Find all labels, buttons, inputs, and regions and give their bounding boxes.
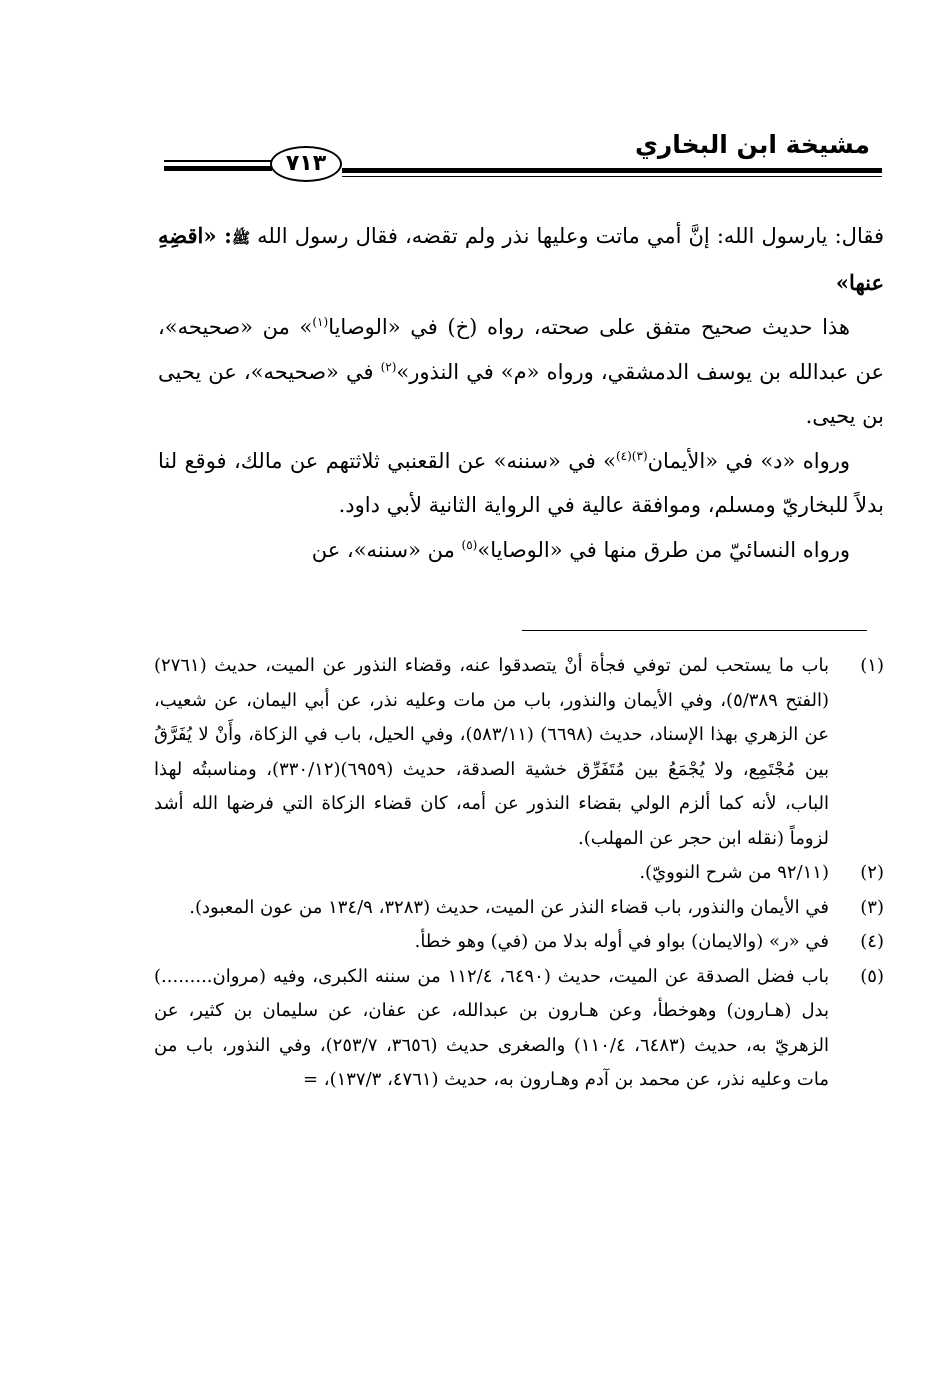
footnote-text: في «ر» (والايمان) بواو في أوله بدلا من (في) وهو خطأ. bbox=[414, 931, 829, 952]
page-number: ٧١٣ bbox=[270, 146, 342, 182]
footnote-2 bbox=[154, 856, 884, 891]
footnote-separator bbox=[522, 630, 867, 631]
salutation-seal: ﷺ bbox=[231, 229, 251, 247]
footnote-4 bbox=[154, 925, 884, 960]
header-left-rule bbox=[164, 160, 272, 162]
hadith-quote: : «اقضِهِ عنها» bbox=[158, 223, 884, 295]
header-rule-thin bbox=[342, 176, 882, 177]
footnote-number: (٥) bbox=[860, 965, 884, 987]
footnote-text: في الأيمان والنذور، باب قضاء النذر عن الميت، حديث (٣٢٨٣، ١٣٤/٩ من عون المعبود). bbox=[189, 896, 829, 918]
footnote-number: (١) bbox=[860, 655, 884, 676]
footnote-text: (٩٢/١١ من شرح النوويّ). bbox=[639, 862, 829, 883]
running-title: مشيخة ابن البخاري bbox=[634, 130, 870, 159]
footnote-5 bbox=[154, 960, 884, 1098]
footnote-number: (٣) bbox=[860, 896, 884, 918]
footnote-number: (٢) bbox=[860, 862, 884, 883]
footnotes bbox=[154, 649, 884, 1098]
footnote-text: باب ما يستحب لمن توفي فجأة أنْ يتصدقوا عنه، وقضاء النذور عن الميت، حديث (٢٧٦١) (الفتح ٥/٣٨٩)، وفي الأيمان والنذور، باب من مات وعليه نذر، عن أبي اليمان، عن شعيب، عن الزهري بهذا الإسناد، حديث (٦٦٩٨) (٥٨٣/١١)، وفي الحيل، باب في الزكاة، وأَنْ لا يُفَرَّقُ بين مُجْتَمِع، ولا يُجْمَعُ بين مُتَفَرِّق خشية الصدقة، حديث (٦٩٥٩)(٣٣٠/١٢)، ومناسبتُه لهذا الباب، لأنه كما ألزم الولي بقضاء النذور عن أمه، كان قضاء الزكاة التي فرضها الله أشد لزوماً (نقله ابن حجر عن المهلب). bbox=[154, 655, 830, 849]
footnote-number: (٤) bbox=[860, 931, 884, 952]
paragraph-1: فقال: يارسول الله: إنَّ أمي ماتت وعليها نذر ولم تقضه، فقال رسول الله ﷺ: «اقضِهِ عنها» bbox=[158, 223, 885, 295]
footnote-text: باب فضل الصدقة عن الميت، حديث (٦٤٩٠، ١١٢/٤ من سننه الكبرى، وفيه (مروان.........) بدل (هـارون) وهوخطأ، وعن هـارون بن عبدالله، عن عفان، عن سليمان بن كثير، عن الزهريّ به، حديث (٦٤٨٣، ١١٠/٤) والصغرى حديث (٣٦٥٦، ٢٥٣/٧)، وفي النذور، باب من مات وعليه نذر، عن محمد بن آدم وهـارون به، حديث (٤٧٦١، ١٣٧/٣)، = bbox=[154, 965, 830, 1090]
footnote-ref-2[interactable]: (٢) bbox=[380, 359, 397, 374]
paragraph-3: ورواه «د» في «الأيمان$^{(٣)(٤)}$» في «سننه» عن القعنبي ثلاثتهم عن مالك، فوقع لنا بدلاً للبخاريّ ومسلم، وموافقة عالية في الرواية الثانية لأبي داود. bbox=[158, 448, 884, 517]
paragraph-2: هذا حديث صحيح متفق على صحته، رواه (خ) في «الوصايا$^{(١)}$» من «صحيحه»، عن عبدالله بن يوسف الدمشقي، ورواه «م» في النذور»$^{(٢)}$ في «صحيحه»، عن يحيى بن يحيى. bbox=[158, 315, 884, 428]
footnote-3 bbox=[154, 891, 884, 926]
main-text bbox=[158, 214, 884, 572]
paragraph-4: ورواه النسائيّ من طرق منها في «الوصايا»$^{(٥)}$ من «سننه»، عن bbox=[311, 537, 850, 562]
header-left-rule-thick bbox=[164, 166, 272, 171]
footnote-ref-1[interactable]: (١) bbox=[312, 315, 329, 329]
footnote-ref-3[interactable]: (٣) bbox=[631, 448, 648, 463]
header-rule bbox=[342, 168, 882, 173]
footnote-ref-4[interactable]: (٤) bbox=[615, 448, 632, 463]
footnote-1 bbox=[154, 649, 884, 856]
footnote-ref-5[interactable]: (٥) bbox=[461, 537, 478, 552]
